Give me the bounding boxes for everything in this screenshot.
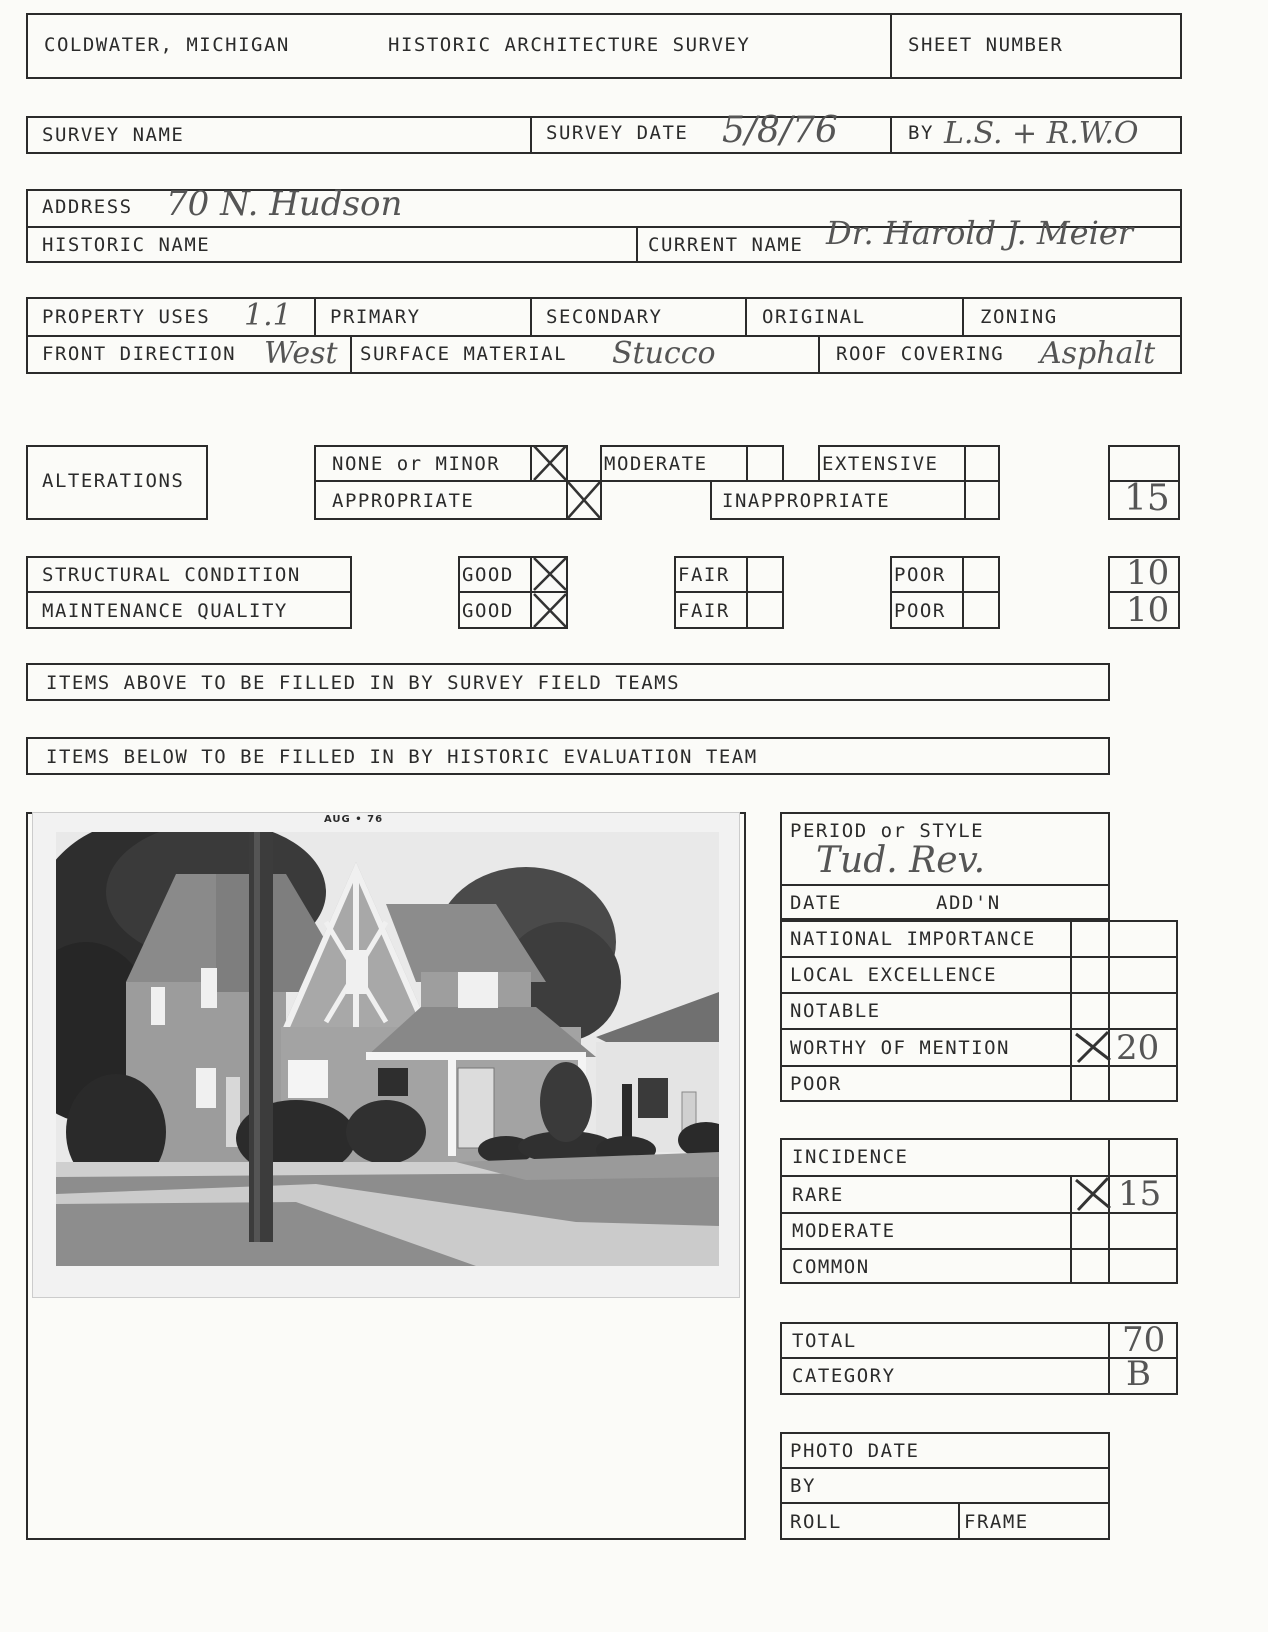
- roof-covering-label: ROOF COVERING: [836, 343, 1005, 365]
- roll-label: ROLL: [790, 1511, 842, 1533]
- photo-by-label: BY: [790, 1475, 816, 1497]
- worthy-of-mention-label: WORTHY OF MENTION: [790, 1037, 1010, 1059]
- total-label: TOTAL: [792, 1330, 857, 1352]
- field-teams-note: ITEMS ABOVE TO BE FILLED IN BY SURVEY FIELD TEAMS: [46, 672, 681, 694]
- evaluation-team-note: ITEMS BELOW TO BE FILLED IN BY HISTORIC EVALUATION TEAM: [46, 746, 758, 768]
- good-maintenance-check-x: [532, 592, 568, 629]
- poor-structural-label: POOR: [894, 564, 946, 586]
- rare-score: 15: [1118, 1174, 1162, 1214]
- poor-label: POOR: [790, 1073, 842, 1095]
- notable-label: NOTABLE: [790, 1000, 881, 1022]
- category-label: CATEGORY: [792, 1365, 896, 1387]
- property-uses-value: 1.1: [244, 298, 292, 333]
- total-value: 70: [1122, 1320, 1166, 1360]
- address-value: 70 N. Hudson: [166, 184, 403, 224]
- totals-col-divider: [1108, 1322, 1110, 1395]
- maintenance-score: 10: [1126, 590, 1170, 630]
- photo-date-label: PHOTO DATE: [790, 1440, 920, 1462]
- good-maintenance-label: GOOD: [462, 600, 514, 622]
- category-value: B: [1126, 1354, 1151, 1394]
- current-name-label: CURRENT NAME: [648, 234, 804, 256]
- extensive-check-divider: [964, 445, 966, 482]
- secondary-label: SECONDARY: [546, 306, 663, 328]
- poor-maintenance-label: POOR: [894, 600, 946, 622]
- none-minor-label: NONE or MINOR: [332, 453, 501, 475]
- photo-date-stamp: AUG • 76: [324, 814, 384, 825]
- worthy-of-mention-check-x: [1072, 1030, 1112, 1064]
- extensive-label: EXTENSIVE: [822, 453, 939, 475]
- sheet-number-label: SHEET NUMBER: [908, 34, 1064, 56]
- surface-material-label: SURFACE MATERIAL: [360, 343, 568, 365]
- frame-label: FRAME: [964, 1511, 1029, 1533]
- rare-check-x: [1072, 1176, 1112, 1212]
- poor-check-divider: [962, 556, 964, 629]
- header-divider: [890, 13, 892, 79]
- prop-div-6: [818, 335, 820, 374]
- structural-score: 10: [1126, 553, 1170, 593]
- common-label: COMMON: [792, 1256, 870, 1278]
- appropriate-check-x: [566, 480, 602, 520]
- property-uses-label: PROPERTY USES: [42, 306, 211, 328]
- survey-divider-1: [530, 116, 532, 154]
- moderate-check-divider: [746, 445, 748, 482]
- rare-label: RARE: [792, 1184, 844, 1206]
- moderate-label: MODERATE: [604, 453, 708, 475]
- moderate-incidence-label: MODERATE: [792, 1220, 896, 1242]
- fair-structural-label: FAIR: [678, 564, 730, 586]
- period-style-label: PERIOD or STYLE: [790, 820, 985, 842]
- form-title: HISTORIC ARCHITECTURE SURVEY: [388, 34, 751, 56]
- addn-label: ADD'N: [936, 892, 1001, 914]
- good-structural-label: GOOD: [462, 564, 514, 586]
- maintenance-quality-label: MAINTENANCE QUALITY: [42, 600, 288, 622]
- fair-row-divider: [674, 591, 784, 593]
- photo-info-row-1: [780, 1467, 1110, 1469]
- primary-label: PRIMARY: [330, 306, 421, 328]
- front-direction-label: FRONT DIRECTION: [42, 343, 237, 365]
- address-label: ADDRESS: [42, 196, 133, 218]
- property-row-divider: [26, 335, 1182, 337]
- alterations-label: ALTERATIONS: [42, 470, 185, 492]
- front-direction-value: West: [264, 336, 338, 371]
- roof-covering-value: Asphalt: [1040, 336, 1156, 371]
- address-col-divider: [636, 226, 638, 263]
- national-importance-label: NATIONAL IMPORTANCE: [790, 928, 1036, 950]
- importance-col-divider: [1070, 920, 1072, 1102]
- period-date-divider: [780, 884, 1110, 886]
- date-label: DATE: [790, 892, 842, 914]
- local-excellence-label: LOCAL EXCELLENCE: [790, 964, 998, 986]
- original-label: ORIGINAL: [762, 306, 866, 328]
- house-photo-image: [56, 832, 719, 1266]
- importance-col-divider-2: [1108, 920, 1110, 1102]
- photo-info-row-2: [780, 1502, 1110, 1504]
- survey-date-label: SURVEY DATE: [546, 122, 689, 144]
- inappropriate-check-divider: [964, 480, 966, 520]
- fair-maintenance-label: FAIR: [678, 600, 730, 622]
- condition-label-divider: [26, 591, 352, 593]
- worthy-of-mention-score: 20: [1116, 1028, 1160, 1068]
- appropriate-label: APPROPRIATE: [332, 490, 475, 512]
- prop-div-1: [314, 297, 316, 336]
- survey-by-value: L.S. + R.W.O: [944, 116, 1139, 151]
- period-style-value: Tud. Rev.: [816, 840, 986, 881]
- surface-material-value: Stucco: [612, 336, 716, 371]
- prop-div-5: [350, 335, 352, 374]
- importance-row-1: [780, 956, 1178, 958]
- importance-row-2: [780, 992, 1178, 994]
- survey-by-label: BY: [908, 122, 934, 144]
- photo-info-col-divider: [958, 1502, 960, 1540]
- none-minor-check-x: [532, 444, 568, 482]
- city-label: COLDWATER, MICHIGAN: [44, 34, 290, 56]
- inappropriate-label: INAPPROPRIATE: [722, 490, 891, 512]
- incidence-label: INCIDENCE: [792, 1146, 909, 1168]
- zoning-label: ZONING: [980, 306, 1058, 328]
- totals-row-divider: [780, 1357, 1178, 1359]
- incidence-row-3: [780, 1248, 1178, 1250]
- structural-condition-label: STRUCTURAL CONDITION: [42, 564, 301, 586]
- prop-div-4: [962, 297, 964, 336]
- prop-div-3: [745, 297, 747, 336]
- survey-divider-2: [890, 116, 892, 154]
- fair-check-divider: [746, 556, 748, 629]
- survey-name-label: SURVEY NAME: [42, 124, 185, 146]
- current-name-value: Dr. Harold J. Meier: [826, 214, 1134, 252]
- house-photo: [56, 832, 719, 1266]
- historic-name-label: HISTORIC NAME: [42, 234, 211, 256]
- good-structural-check-x: [532, 556, 568, 592]
- prop-div-2: [530, 297, 532, 336]
- poor-row-divider: [890, 591, 1000, 593]
- alterations-score: 15: [1124, 478, 1170, 519]
- survey-date-value: 5/8/76: [722, 110, 838, 151]
